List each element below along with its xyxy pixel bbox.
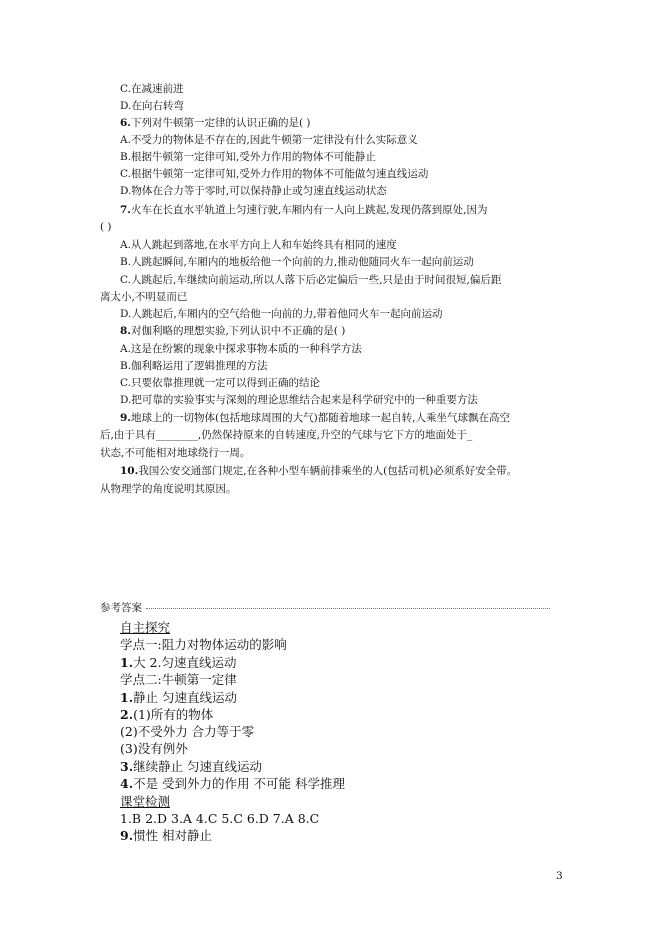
answer-text: 静止 匀速直线运动 [133,690,238,705]
section-self-study: 自主探究 [120,620,171,635]
q8-stem-line [120,326,345,337]
q6-option-d: D.物体在合力等于零时,可以保持静止或匀速直线运动状态 [120,185,387,197]
point-two-title: 学点二:牛顿第一定律 [120,672,237,687]
answer-text: 惯性 相对静止 [133,828,213,843]
point-two-answer-2-part2: (2)不受外力 合力等于零 [120,724,255,739]
answer-text: 继续静止 匀速直线运动 [133,759,263,774]
q6-stem: 下列对牛顿第一定律的认识正确的是( ) [130,117,311,129]
q8-option-d: D.把可靠的实验事实与深刻的理论思维结合起来是科学研究中的一种重要方法 [120,394,478,406]
q9-line2: 后,由于具有________,仍然保持原来的自转速度,升空的气球与它下方的地面处于_ [100,429,473,441]
q10-line2: 从物理学的角度说明其原因。 [100,483,237,495]
q7-stem-paren: ( ) [100,221,112,233]
answer-number: 9. [120,828,134,843]
class-test-answer-9 [120,830,212,843]
q9-line3: 状态,不可能相对地球绕行一周。 [100,447,251,459]
q10-text-1: 我国公安交通部门规定,在各种小型车辆前排乘坐的人(包括司机)必须系好安全带。 [138,465,518,477]
q7-option-d: D.人跳起后,车厢内的空气给他一向前的力,带着他同火车一起向前运动 [120,308,443,320]
q7-option-a: A.从人跳起到落地,在水平方向上人和车始终具有相同的速度 [120,239,397,251]
q7-number: 7. [120,204,131,216]
q8-stem: 对伽利略的理想实验,下列认识中不正确的是( ) [130,325,346,337]
q7-stem-line [120,205,487,216]
point-two-answer-2-part3: (3)没有例外 [120,741,188,756]
q8-option-b: B.伽利略运用了逻辑推理的方法 [120,360,268,372]
answer-text: (1)所有的物体 [133,707,214,722]
point-two-answer-4 [120,778,345,791]
q6-option-a: A.不受力的物体是不存在的,因此牛顿第一定律没有什么实际意义 [120,134,418,146]
q9-number: 9. [120,412,131,424]
class-test-answers: 1.B 2.D 3.A 4.C 5.C 6.D 7.A 8.C [120,811,320,826]
answer-number: 3. [120,759,134,774]
answer-number: 2. [120,707,134,722]
section-class-test: 课堂检测 [120,794,171,809]
answer-number: 4. [120,776,134,791]
answer-text: 不是 受到外力的作用 不可能 科学推理 [133,776,345,791]
point-one-answers [120,657,236,670]
q6-number: 6. [120,117,131,129]
q10-number: 10. [120,465,139,477]
point-two-answer-2 [120,709,213,722]
answer-number: 1. [120,655,134,670]
q9-text-1: 地球上的一切物体(包括地球周围的大气)都随着地球一起自转,人乘坐气球飘在高空 [130,412,510,424]
answer-number: 1. [120,690,134,705]
point-two-answer-3 [120,761,262,774]
q9-line1 [120,413,510,424]
q8-number: 8. [120,325,131,337]
q6-option-b: B.根据牛顿第一定律可知,受外力作用的物体不可能静止 [120,151,376,163]
q7-option-c-line1: C.人跳起后,车继续向前运动,所以人落下后必定偏后一些,只是由于时间很短,偏后距 [120,274,502,286]
point-one-title: 学点一:阻力对物体运动的影响 [120,637,287,652]
q7-option-c-line2: 离太小,不明显而已 [100,291,188,303]
q7-option-b: B.人跳起瞬间,车厢内的地板给他一个向前的力,推动他随同火车一起向前运动 [120,256,474,268]
answers-divider [146,608,550,609]
q6-stem-line [120,118,311,129]
q10-line1 [120,466,517,477]
q5-option-d: D.在向右转弯 [120,100,184,112]
q6-option-c: C.根据牛顿第一定律可知,受外力作用的物体不可能做匀速直线运动 [120,168,429,180]
answers-heading: 参考答案 [100,602,142,614]
q7-stem: 火车在长直水平轨道上匀速行驶,车厢内有一人向上跳起,发现仍落到原处,因为 [130,204,488,216]
point-two-answer-1 [120,692,237,705]
q8-option-a: A.这是在纷繁的现象中探求事物本质的一种科学方法 [120,343,362,355]
page-number: 3 [556,870,563,882]
answer-text: 大 2.匀速直线运动 [133,655,237,670]
q5-option-c: C.在减速前进 [120,83,184,95]
q8-option-c: C.只要依靠推理就一定可以得到正确的结论 [120,377,320,389]
